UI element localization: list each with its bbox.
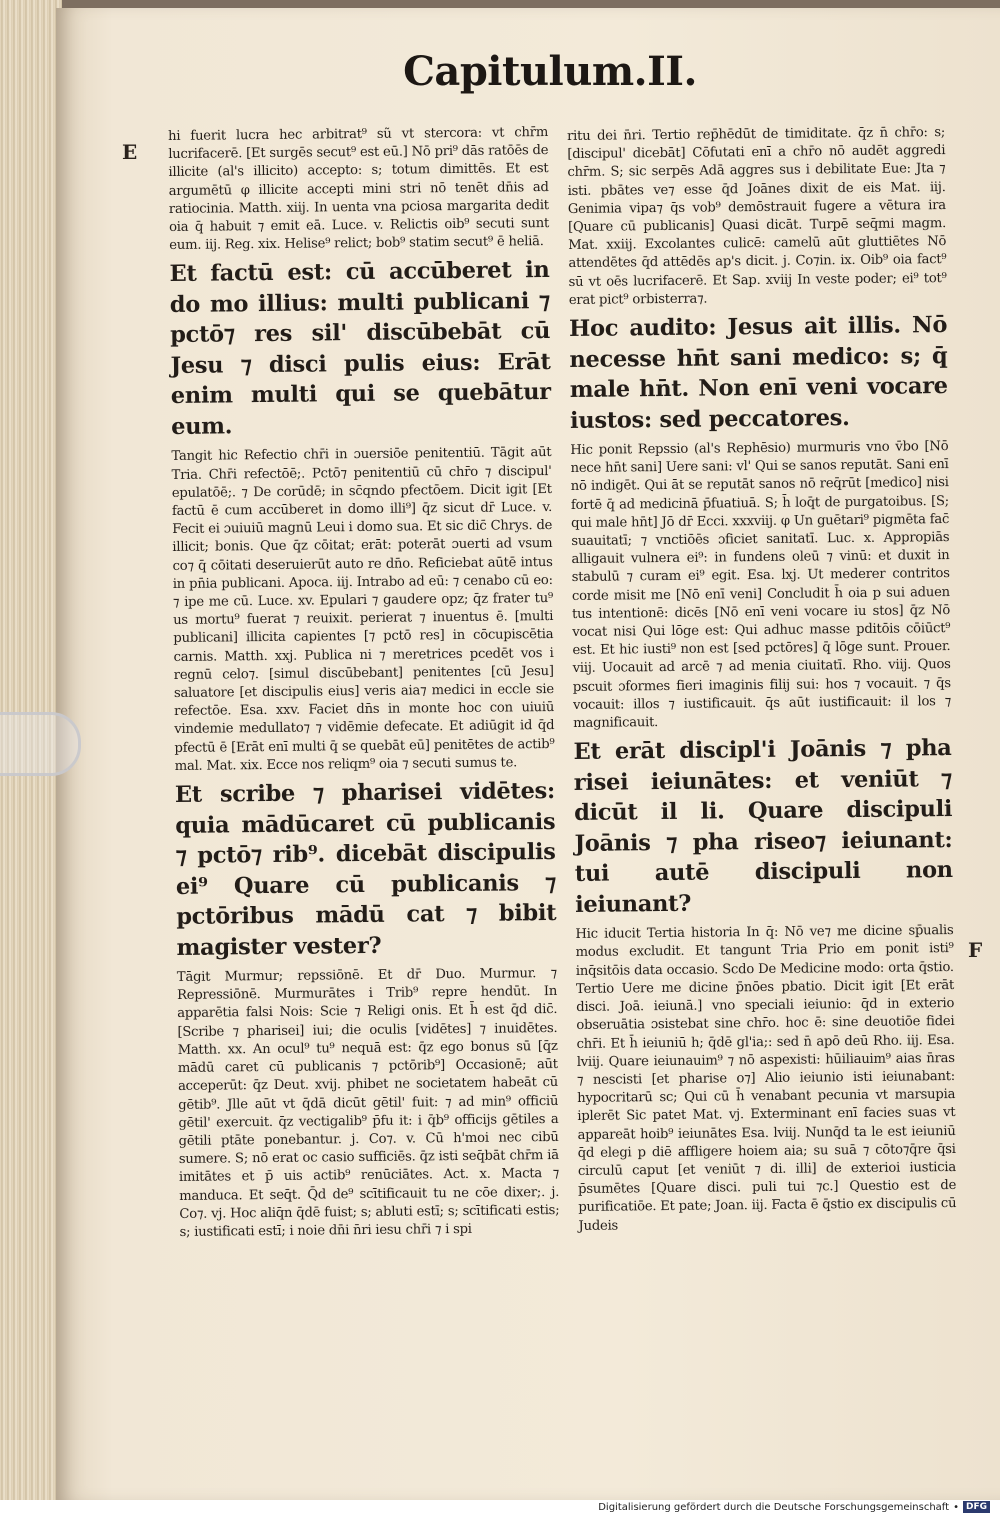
gloss-paragraph: Tāgit Murmur; repssiōnē. Et dr̄ Duo. Murmur. ⁊ Repressiōnē. Murmurātes i Trib⁹ repre hendūt. In apparētia falsi Nois: Scie ⁊ Religi onis. Et h̄ est q̄d dic̄. [Scribe ⁊ pharisei] iui; die oculis [vidētes] ⁊ inuidētes. Matth. xx. An ocul⁹ tu⁹ nequā est: q̄z ego bonus sū [q̄z mādū caret cū publicanis ⁊ pctōrib⁹] Occasionē; aūt acceperūt: q̄z Deut. xvij. phibet ne societatem habeāt cū gētib⁹. Jlle aūt vt q̄dā dicūt gētil' fuit: ⁊ ad min⁹ officiū gētil' exercuit. q̄z vectigalib⁹ p̄fu it: i q̄b⁹ officijs gētiles a gētili ptāte ponebantur. j. Co⁊. v. Cū h'moi nec cibū sumere. S; nō erat oc casio sufficiēs. q̄z isti seq̄bāt chr̄m iā imitātes et p̄ uis actib⁹ renūciātes. Act. x. Macta ⁊ manduca. Et seq̄t. Q̄d de⁹ scītificauit tu ne cōe dixer;. j. Co⁊. vj. Hoc aliq̄n q̄dē fuist; s; abluti estī; s; scītificati estis; s; iustificati estī; i noie dn̄i n̄ri iesu chr̄i ⁊ i spi [176,966,560,1240]
gloss-paragraph: Hic iducit Tertia historia In q̄: Nō ve⁊ me dicine sp̄ualis modus excludit. Et tangunt Tria Prio em ponit isti⁹ inq̄sitōis data occasio. Scdo De Medicine modo: orta q̄stio. Tertio Uere me dicine p̄nōes pbatio. Dicit igit [Et erāt disci. Joā. ieiunā.] vno speciali ieiunio: q̄d in exterio obseruātia ɔsistebat sine chr̄o. hoc ē: sine deuotiōe fidei chr̄i. Et h̄ ieiuniū h; q̄dē gl'ia;: sed n̄ apō deū Rho. iij. Esa. lviij. Quare ieiunauim⁹ ⁊ nō aspexisti: hūiliauim⁹ aias n̄ras ⁊ nescisti [et pharise o⁊] Alio ieiunio isti ieiunabant: hypocritarū sc; Qui cū h̄ venabant pecunia vt marsupia iplerēt Sic patet Mat. vj. Exterminant enī facies suas vt appareāt hoib⁹ ieiunātes Esa. lviij. Nunq̄d ta le est ieiuniū q̄d elegi p diē affligere hoiem aia; su suā ⁊ cōto⁊q̄re q̄si circulū caput [et veniūt ⁊ di. illi] de exterioi iusticia p̄sumētes [Quare disci. puli tui ⁊c.] Questio est de purificatiōe. Et pate; Joan. iij. Facta ē q̄stio ex discipulis cū Judeis [575,923,957,1234]
lemma-paragraph: Et scribe ⁊ pharisei vidētes: quia mādūcaret cū publicanis ⁊ pctō⁊ rib⁹. dicebāt discipulis ei⁹ Quare cū publicanis ⁊ pctōribus mādū cat ⁊ bibit magister vester? [174,778,557,961]
marginal-letter-right: F [968,938,983,962]
funding-credit [598,1501,990,1513]
dfg-logo-icon: DFG [963,1501,990,1513]
lemma-paragraph: Hoc audito: Jesus ait illis. Nō necesse hn̄t sani medico: s; q̄ male hn̄t. Non enī veni vocare iustos: sed peccatores. [568,312,948,434]
running-head: Capitulum.II. [403,48,697,95]
gloss-paragraph: Tangit hic Refectio chr̄i in ɔuersiōe penitentiū. Tāgit aūt Tria. Chr̄i refectōē;. Pctō⁊ penitentiū cū chr̄o ⁊ discipul' epulatōē;. ⁊ De corūdē; in sc̄qndo pfectōem. Dicit igit [Et factū ē cum accūberet in domo illi⁹] q̄z sicut dr̄ Luce. v. Fecit ei ɔuiuiū magnū Leui i domo sua. Et sic dic̄ Chrys. de illicit; bonis. Que q̄z cōitat; erāt: poterāt ɔuerti ad vsum co⁊ q̄ cōitati deseruierūt auto re dn̄o. Reficiebat aūtē intus in pn̄ia publicani. Apoca. iij. Intrabo ad eū: ⁊ cenabo cū eo: ⁊ ipe me cū. Luce. xv. Epulari ⁊ gaudere opz; q̄z frater tu⁹ us mortu⁹ fuerat ⁊ reuixit. perierat ⁊ inuentus ē. [multi publicani] illicita capientes [⁊ pctō res] in cōcupiscētia carnis. Matth. xxj. Publica ni ⁊ meretrices pcedēt vos i regnū celo⁊. [simul discūbebant] penitentes [cū Jesu] saluatore [et discipulis eius] veris aia⁊ medici in eccle sie refectōe. Esa. xxv. Faciet dn̄s in monte hoc con uiuiū vindemie medullato⁊ ⁊ vidēmie defecate. Et adiūgit id q̄d pfectū ē [Erāt enī multi q̄ se quebāt eū] penitētes de actib⁹ mal. Mat. xix. Ecce nos reliqm⁹ oia ⁊ secuti sumus te. [171,445,555,774]
gloss-paragraph: hi fuerit lucra hec arbitrat⁹ sũ vt stercora: vt chr̄m lucrifacerē. [Et surgēs secut⁹ est eū.] Nō pri⁹ dās ratōēs de illicite (al's illicito) accepto: s; totum dimittēs. Et est argumētū φ illicite accepti mini stri nō tenēt dn̄is ad ratiocinia. Matth. xiij. In uenta vna pciosa margarita dedit oia q̄ habuit ⁊ emit eā. Luce. v. Relictis oib⁹ secuti sunt eum. iij. Reg. xix. Helise⁹ relict; bob⁹ statim secut⁹ ē heliā. [168,125,550,254]
marginal-letter-left: E [122,140,138,164]
lemma-paragraph: Et erāt discipl'i Joānis ⁊ pha risei ieiunātes: et veniūt ⁊ dicūt il li. Quare discipuli Joānis ⁊ pha riseo⁊ ieiunant: tui autē discipuli non ieiunant? [573,735,953,918]
lemma-paragraph: Et factū est: cū accūberet in do mo illius: multi publicani ⁊ pctō⁊ res sil' discūbebāt cū Jesu ⁊ disci pulis eius: Erāt enim multi qui se quebātur eum. [169,257,551,440]
footer-separator: • [953,1501,959,1513]
bookmark-clip [0,712,81,776]
gloss-paragraph: Hic ponit Repssio (al's Rephēsio) murmuris vno v̄bo [Nō nece hn̄t sani] Uere sani: vl' Qui se sanos reputāt. Sani enī nō indigēt. Qui āt se reputāt sanos nō req̄rūt [medico] nisi fortē q̄ ad medicinā p̄fuatiuā. S; h̄ loq̄t de purgatoibus. [S; qui male hn̄t] Jō dr̄ Ecci. xxxviij. φ Un guētari⁹ pigmēta fac̄ suauitatī; ⁊ vnctiōēs ɔficiet sanitatī. Luc. x. Appropiās alligauit vulnera ei⁹: in fundens oleū ⁊ vinū: et duxit in stabulū ⁊ curam ei⁹ egit. Esa. lxj. Ut mederer contritos corde misit me [Nō enī veni] Concludit h̄ oia p sui aduen tus intentionē: dicēs [Nō enī veni vocare iu stos] q̄z Nō vocat nisi Qui lōge est: Qui adhuc masse pditōis cōiūct⁹ est. Et hic iusti⁹ non est [sed pctōres] q̄ lōge sunt. Prouer. viij. Uocauit ad arcē ⁊ ad menia ciuitatī. Rho. viij. Quos pscuit ɔformes fieri imaginis filij sui: hos ⁊ vocauit. ⁊ q̄s vocauit: illos ⁊ iustificauit. q̄s aūt iustificauit: il los ⁊ magnificauit. [570,439,952,732]
gloss-paragraph: ritu dei n̄ri. Tertio rep̄hēdūt de timiditate. q̄z n̄ chr̄o: s; [discipul' dicebāt] Cōfutati enī a chr̄o nō audēt aggredi chr̄m. S; sic serpēs Adā aggres sus i debilitate Eue: Jta ⁊ isti. pbātes ve⁊ esse q̄d Joānes dixit de eis Mat. iij. Genimia vipa⁊ q̄s vob⁹ demōstrauit fugere a vētura ira [Quare cū publicanis] Quasi dicāt. Turpē seq̄mi magm. Mat. xxiij. Excolantes culicē: camelū aūt gluttiētes Nō attendētes q̄d attēdēs ap's dicit. j. Co⁊in. ix. Oib⁹ oia fact⁹ sū vt oēs lucrifacerē. Et Sap. xviij In veste poder; ei⁹ tot⁹ erat pict⁹ orbisterra⁊. [567,125,947,308]
right-column [567,124,957,1238]
funding-credit-text: Digitalisierung gefördert durch die Deutsche Forschungsgemeinschaft [598,1501,950,1513]
left-column [168,124,560,1244]
